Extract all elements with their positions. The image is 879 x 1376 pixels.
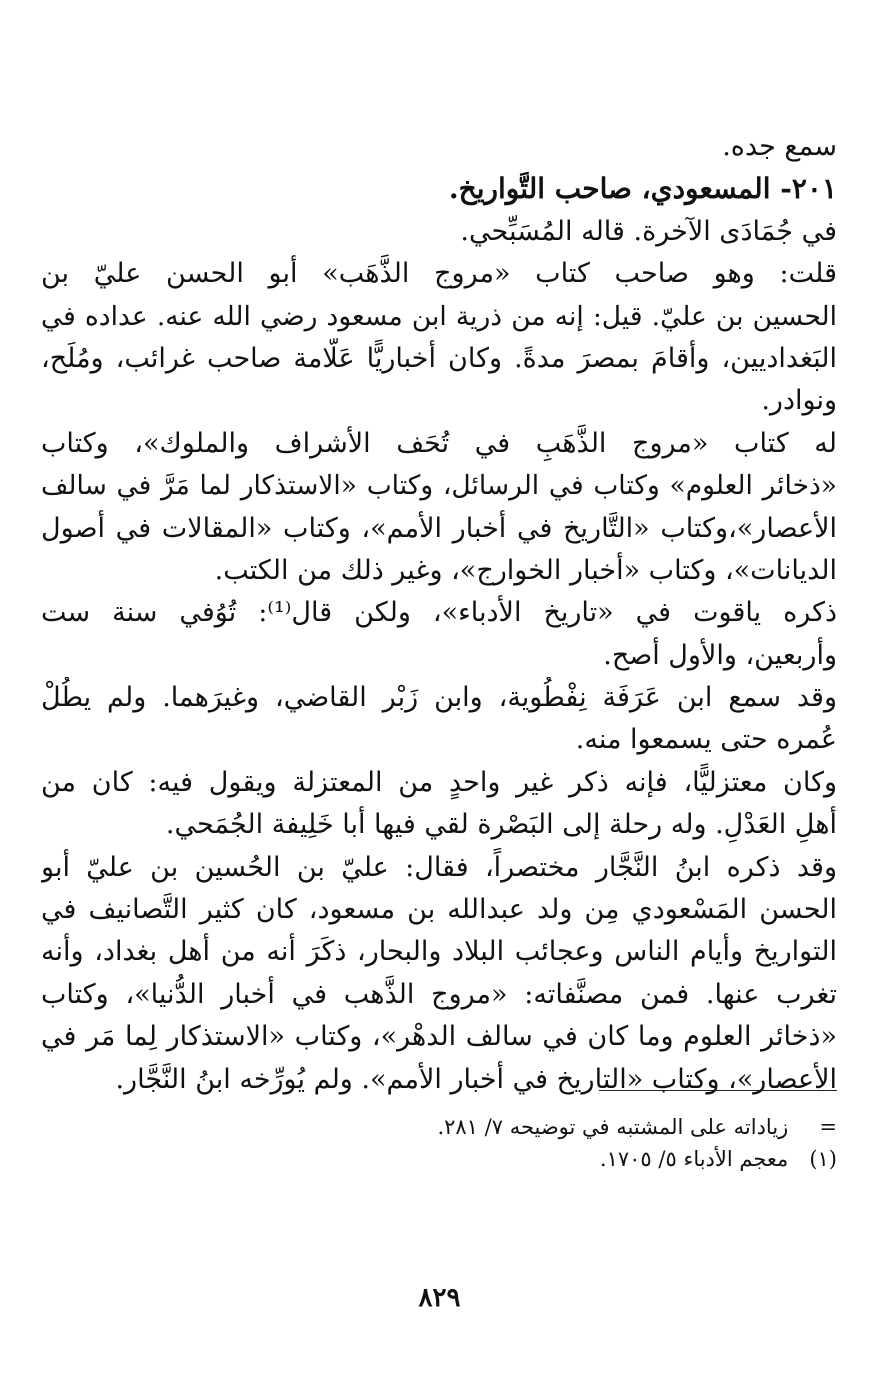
text-line: وقد سمع ابن عَرَفَة نِفْطُوية، وابن زَبْر القاضي، وغيرَهما. ولم يطُلْ bbox=[41, 682, 837, 714]
text-line: وأربعين، والأول أصح. bbox=[603, 639, 837, 671]
footnote bbox=[41, 1143, 837, 1175]
text-line: في جُمَادَى الآخرة. قاله المُسَبِّحي. bbox=[460, 215, 837, 247]
text-line: ونوادر. bbox=[761, 385, 837, 417]
text-line: قلت: وهو صاحب كتاب «مروج الذَّهَب» أبو الحسن عليّ بن bbox=[41, 258, 837, 290]
footnote-marker: (١) bbox=[809, 1147, 837, 1171]
text-line: سمع جده. bbox=[722, 131, 837, 162]
text-line: له كتاب «مروج الذَّهَبِ في تُحَف الأشراف والملوك»، وكتاب bbox=[41, 427, 837, 459]
text-line: «ذخائر العلوم وما كان في سالف الدهْر»، وكتاب «الاستذكار لِما مَر في bbox=[41, 1021, 837, 1053]
footnote bbox=[41, 1111, 837, 1143]
text-line: الأعصار»، وكتاب «التاريخ في أخبار الأمم». ولم يُورِّخه ابنُ النَّجَّار. bbox=[115, 1063, 837, 1095]
main-text bbox=[41, 126, 837, 1101]
text-line: الأعصار»،وكتاب «التَّاريخ في أخبار الأمم»، وكتاب «المقالات في أصول bbox=[41, 512, 837, 544]
footnote-separator bbox=[599, 1090, 837, 1091]
text-line: عُمره حتى يسمعوا منه. bbox=[575, 724, 837, 756]
footnotes bbox=[41, 1111, 837, 1175]
footnote-text: زياداته على المشتبه في توضيحه ٧/ ٢٨١. bbox=[437, 1115, 789, 1139]
entry-heading: ٢٠١- المسعودي، صاحب التَّواريخ. bbox=[448, 172, 837, 206]
text-line: البَغداديين، وأقامَ بمصرَ مدةً. وكان أخباريًّا عَلَّامة صاحب غرائب، ومُلَح، bbox=[41, 342, 837, 374]
text-line: الديانات»، وكتاب «أخبار الخوارج»، وغير ذلك من الكتب. bbox=[214, 554, 837, 586]
text-line: وكان معتزليًّا، فإنه ذكر غير واحدٍ من المعتزلة ويقول فيه: كان من bbox=[41, 766, 837, 798]
footnote-marker: = bbox=[819, 1115, 837, 1139]
footnote-text: معجم الأدباء ٥/ ١٧٠٥. bbox=[599, 1147, 789, 1171]
text-line: ذكره ياقوت في «تاريخ الأدباء»، ولكن قال⁽¹⁾: تُوُفي سنة ست bbox=[41, 597, 837, 629]
text-line: الحسن المَسْعودي مِن ولد عبدالله بن مسعود، كان كثير التَّصانيف في bbox=[41, 894, 837, 926]
text-line: الحسين بن عليّ. قيل: إنه من ذرية ابن مسعود رضي الله عنه. عداده في bbox=[41, 300, 837, 332]
text-line: تغرب عنها. فمن مصنَّفاته: «مروج الذَّهب في أخبار الدُّنيا»، وكتاب bbox=[41, 978, 837, 1010]
text-line: وقد ذكره ابنُ النَّجَّار مختصراً، فقال: عليّ بن الحُسين بن عليّ أبو bbox=[41, 851, 837, 883]
text-line: أهلِ العَدْلِ. وله رحلة إلى البَصْرة لقي فيها أبا خَلِيفة الجُمَحي. bbox=[165, 809, 837, 841]
text-line: «ذخائر العلوم» وكتاب في الرسائل، وكتاب «الاستذكار لما مَرَّ في سالف bbox=[41, 470, 837, 502]
page-number: ٨٢٩ bbox=[418, 1283, 461, 1313]
text-line: التواريخ وأيام الناس وعجائب البلاد والبحار، ذكَرَ أنه من أهل بغداد، وأنه bbox=[41, 936, 837, 968]
